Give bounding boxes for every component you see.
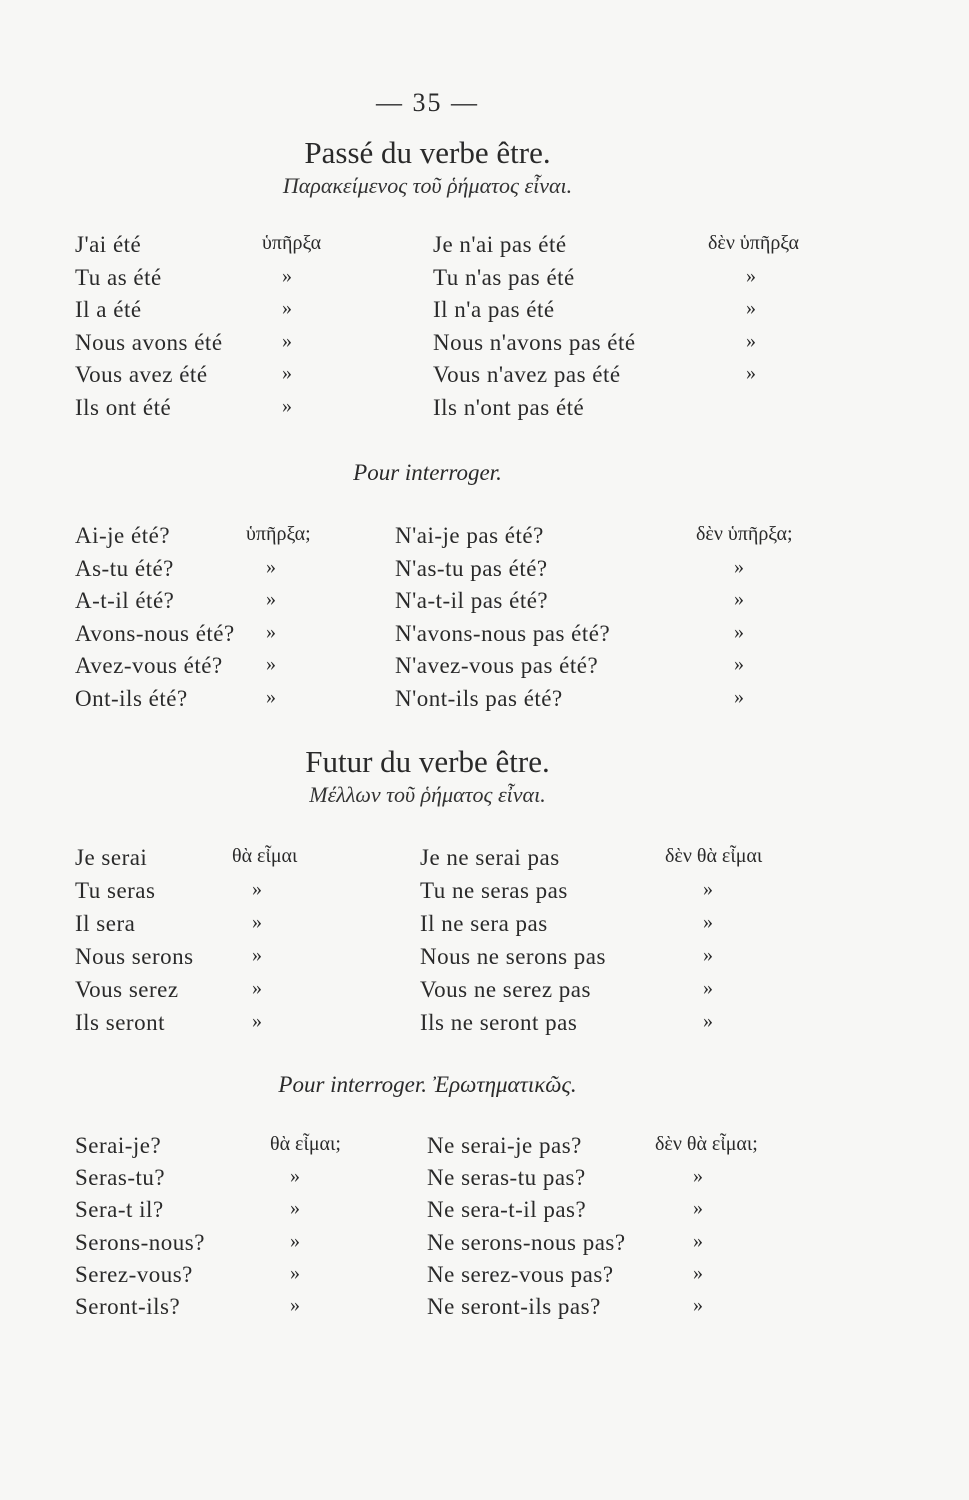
negative-french: Ils n'ont pas été <box>433 395 585 420</box>
affirmative-french: Ai-je été? <box>75 523 171 548</box>
affirmative-greek: » <box>252 911 262 933</box>
negative-french: N'ai-je pas été? <box>395 523 544 548</box>
negative-french: Vous n'avez pas été <box>433 362 621 388</box>
negative-french: Ne seront-ils pas? <box>427 1294 601 1319</box>
negative-greek: » <box>746 297 756 320</box>
negative-french: Je ne serai pas <box>420 845 560 870</box>
negative-greek: » <box>703 911 713 933</box>
negative-french: Ne seras-tu pas? <box>427 1165 586 1191</box>
negative-greek: » <box>703 1010 713 1032</box>
conjugation-row <box>0 977 969 1009</box>
negative-greek: » <box>693 1294 703 1316</box>
affirmative-greek: » <box>282 297 292 320</box>
negative-greek: » <box>703 878 713 900</box>
negative-french: N'as-tu pas été? <box>395 555 548 581</box>
conjugation-row <box>0 621 969 653</box>
conjugation-row <box>0 297 969 329</box>
negative-french: Je n'ai pas été <box>433 232 567 257</box>
affirmative-french: A-t-il été? <box>75 588 175 614</box>
affirmative-french: Avons-nous été? <box>75 620 235 646</box>
affirmative-greek: θὰ εἶμαι; <box>270 1133 341 1155</box>
affirmative-greek: » <box>266 620 276 643</box>
negative-french: N'a-t-il pas été? <box>395 588 549 614</box>
negative-greek: » <box>734 555 744 578</box>
negative-french: Tu ne seras pas <box>420 878 568 903</box>
affirmative-french: Ont-ils été? <box>75 686 188 711</box>
affirmative-greek: » <box>290 1197 300 1220</box>
affirmative-greek: » <box>266 653 276 676</box>
negative-greek: » <box>693 1197 703 1220</box>
negative-greek: » <box>734 653 744 676</box>
negative-greek: » <box>746 329 756 352</box>
negative-french: Ne serai-je pas? <box>427 1133 582 1158</box>
negative-french: N'avez-vous pas été? <box>395 653 599 679</box>
conjugation-row <box>0 1294 969 1326</box>
affirmative-french: Nous avons été <box>75 329 223 355</box>
negative-greek: » <box>693 1261 703 1284</box>
section-subtitle-past: Παρακείμενος τοῦ ῥήματος εἶναι. <box>282 173 573 198</box>
negative-french: Tu n'as pas été <box>433 264 575 290</box>
negative-french: N'avons-nous pas été? <box>395 620 611 646</box>
conjugation-row <box>0 395 969 427</box>
negative-greek: » <box>693 1165 703 1188</box>
negative-french: Ne serons-nous pas? <box>427 1229 626 1255</box>
affirmative-french: Seront-ils? <box>75 1294 181 1319</box>
affirmative-french: As-tu été? <box>75 555 174 581</box>
affirmative-french: Vous serez <box>75 977 179 1002</box>
conjugation-row <box>0 1133 969 1165</box>
affirmative-greek: » <box>290 1229 300 1252</box>
affirmative-french: Il a été <box>75 297 142 323</box>
negative-french: Nous n'avons pas été <box>433 329 636 355</box>
negative-greek: » <box>703 944 713 966</box>
affirmative-greek: » <box>282 395 292 417</box>
conjugation-row <box>0 1262 969 1294</box>
affirmative-french: Avez-vous été? <box>75 653 223 679</box>
negative-french: Il n'a pas été <box>433 297 555 323</box>
affirmative-french: Ils seront <box>75 1010 165 1035</box>
conjugation-row <box>0 523 969 555</box>
affirmative-french: Nous serons <box>75 944 194 969</box>
conjugation-row <box>0 944 969 976</box>
conjugation-row <box>0 362 969 394</box>
section-subtitle-future: Μέλλων τοῦ ῥήματος εἶναι. <box>309 782 546 807</box>
affirmative-french: Sera-t il? <box>75 1197 164 1223</box>
affirmative-greek: » <box>266 686 276 708</box>
negative-greek: » <box>746 264 756 287</box>
affirmative-greek: » <box>282 362 292 385</box>
affirmative-french: Ils ont été <box>75 395 172 420</box>
conjugation-row <box>0 653 969 685</box>
affirmative-french: Il sera <box>75 911 136 936</box>
negative-greek: » <box>693 1229 703 1252</box>
affirmative-greek: » <box>290 1165 300 1188</box>
negative-greek: δὲν θὰ εἶμαι; <box>655 1133 758 1155</box>
conjugation-row <box>0 845 969 877</box>
conjugation-row <box>0 1165 969 1197</box>
negative-french: Ils ne seront pas <box>420 1010 578 1035</box>
affirmative-french: Seras-tu? <box>75 1165 166 1191</box>
affirmative-greek: » <box>252 1010 262 1032</box>
conjugation-row <box>0 232 969 264</box>
conjugation-row <box>0 265 969 297</box>
section-title-past: Passé du verbe être. <box>304 135 551 170</box>
affirmative-french: Vous avez été <box>75 362 208 388</box>
conjugation-row <box>0 1230 969 1262</box>
conjugation-row <box>0 878 969 910</box>
negative-french: Ne sera-t-il pas? <box>427 1197 587 1223</box>
affirmative-french: Tu as été <box>75 264 162 290</box>
conjugation-row <box>0 330 969 362</box>
affirmative-french: Tu seras <box>75 878 156 903</box>
conjugation-row <box>0 556 969 588</box>
conjugation-row <box>0 911 969 943</box>
affirmative-greek: » <box>290 1261 300 1284</box>
affirmative-greek: » <box>252 977 262 999</box>
negative-french: Ne serez-vous pas? <box>427 1261 614 1287</box>
negative-greek: δὲν θὰ εἶμαι <box>665 845 763 867</box>
section-heading-future-interrogative: Pour interroger. Ἐρωτηματικῶς. <box>278 1072 577 1097</box>
section-title-future: Futur du verbe être. <box>305 744 550 779</box>
negative-french: Il ne sera pas <box>420 911 548 936</box>
affirmative-french: Je serai <box>75 845 148 870</box>
affirmative-greek: » <box>252 944 262 966</box>
negative-french: Vous ne serez pas <box>420 977 591 1002</box>
affirmative-french: Serai-je? <box>75 1133 162 1158</box>
affirmative-french: J'ai été <box>75 232 142 257</box>
negative-greek: » <box>703 977 713 999</box>
negative-greek: δὲν ὑπῆρξα <box>708 232 799 254</box>
affirmative-greek: ὑπῆρξα <box>262 232 322 254</box>
conjugation-row <box>0 1197 969 1229</box>
page-number: — 35 — <box>376 88 479 117</box>
negative-french: N'ont-ils pas été? <box>395 686 563 711</box>
negative-greek: » <box>734 620 744 643</box>
conjugation-row <box>0 1010 969 1042</box>
affirmative-greek: » <box>282 329 292 352</box>
affirmative-greek: » <box>252 878 262 900</box>
affirmative-french: Serez-vous? <box>75 1261 193 1287</box>
section-heading-past-interrogative: Pour interroger. <box>353 460 502 485</box>
affirmative-greek: » <box>282 264 292 287</box>
affirmative-greek: ὑπῆρξα; <box>246 523 311 545</box>
negative-greek: » <box>746 362 756 385</box>
conjugation-row <box>0 588 969 620</box>
affirmative-greek: » <box>266 555 276 578</box>
negative-greek: δὲν ὑπῆρξα; <box>696 523 793 545</box>
negative-greek: » <box>734 686 744 708</box>
negative-french: Nous ne serons pas <box>420 944 606 969</box>
affirmative-french: Serons-nous? <box>75 1229 205 1255</box>
negative-greek: » <box>734 588 744 611</box>
affirmative-greek: θὰ εἶμαι <box>232 845 298 867</box>
conjugation-row <box>0 686 969 718</box>
affirmative-greek: » <box>290 1294 300 1316</box>
affirmative-greek: » <box>266 588 276 611</box>
